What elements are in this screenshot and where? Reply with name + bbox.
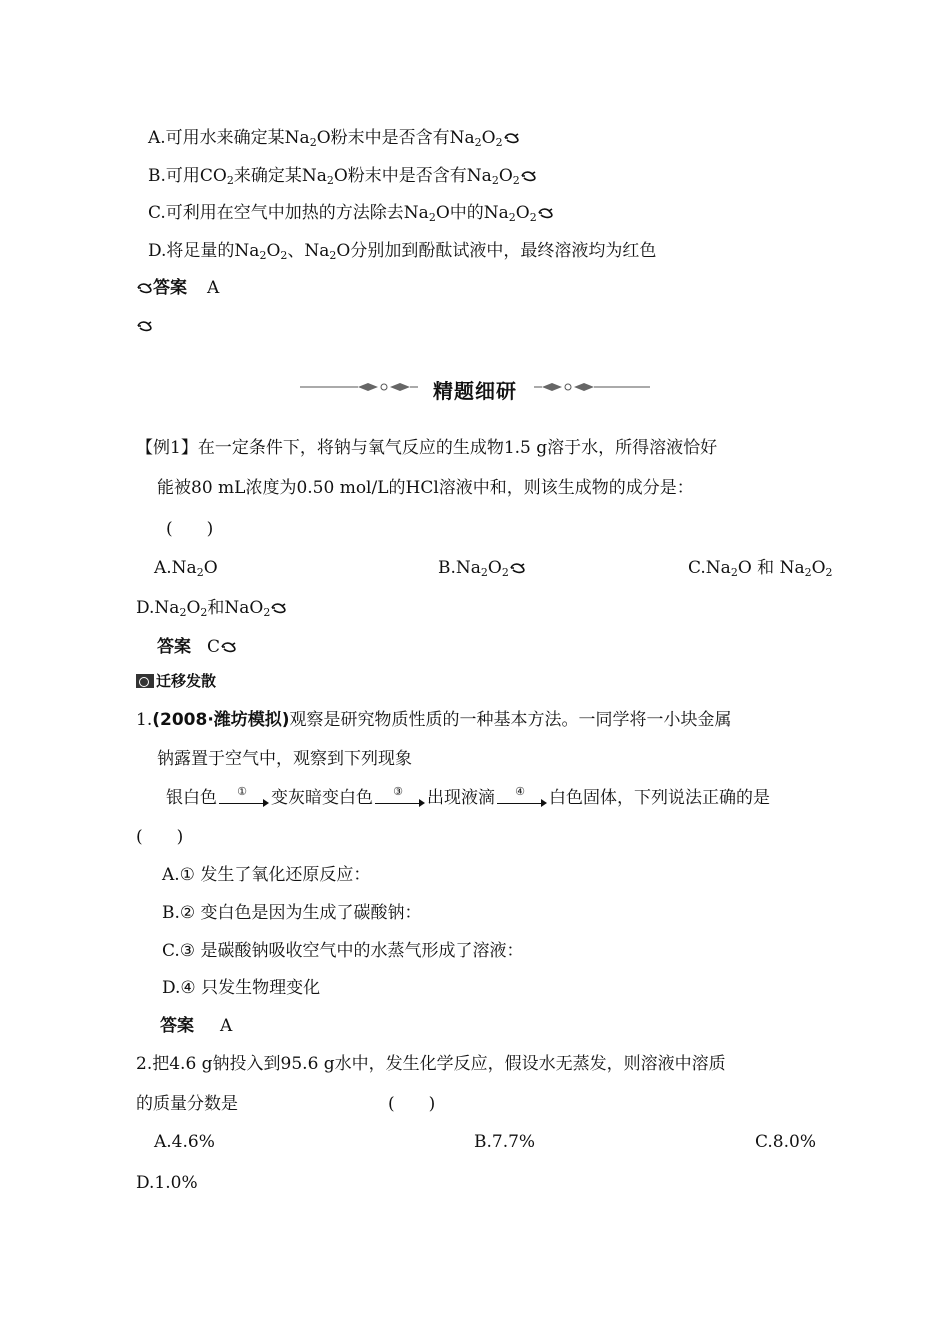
subscript: 2 bbox=[512, 174, 520, 187]
text: 2.把4.6 g钠投入到95.6 g水中，发生化学反应，假设水无蒸发，则溶液中溶质 bbox=[136, 1054, 726, 1074]
text: 和NaO bbox=[207, 598, 264, 618]
text: 变灰暗变白色 bbox=[271, 788, 373, 808]
mouse-mark-icon bbox=[538, 207, 554, 219]
text: O bbox=[203, 558, 218, 578]
subscript: 2 bbox=[329, 249, 337, 262]
step-number: ① bbox=[237, 785, 247, 798]
text: C.8.0% bbox=[755, 1132, 816, 1152]
answer-value: C bbox=[207, 637, 221, 657]
option-a-top bbox=[148, 127, 520, 154]
text: D.1.0% bbox=[136, 1173, 198, 1193]
example1-line1 bbox=[136, 437, 717, 459]
subscript: 2 bbox=[309, 136, 317, 149]
text: O粉末中是否含有Na bbox=[316, 128, 475, 148]
q1-line2 bbox=[157, 748, 412, 770]
example1-line2 bbox=[157, 477, 694, 499]
subscript: 2 bbox=[495, 136, 503, 149]
text: A.Na bbox=[154, 558, 197, 578]
q2-opt-b bbox=[474, 1131, 535, 1153]
q1-answer bbox=[160, 1015, 232, 1037]
subscript: 2 bbox=[200, 606, 208, 619]
text: C.可利用在空气中加热的方法除去Na bbox=[148, 203, 429, 223]
text: 在一定条件下，将钠与氧气反应的生成物1.5 g溶于水，所得溶液恰好 bbox=[197, 438, 718, 458]
text: 来确定某Na bbox=[233, 166, 327, 186]
q2-opt-c bbox=[755, 1131, 816, 1153]
subscript: 2 bbox=[428, 211, 436, 224]
reaction-arrow bbox=[375, 787, 425, 809]
q1-opt-b bbox=[162, 902, 422, 924]
mouse-mark-icon bbox=[521, 170, 537, 182]
example1-opt-a bbox=[154, 557, 218, 584]
mouse-mark-icon bbox=[137, 320, 153, 332]
text: 能被80 mL浓度为0.50 mol/L的HCl溶液中和，则该生成物的成分是： bbox=[157, 478, 694, 498]
text: O 和 Na bbox=[737, 558, 805, 578]
text: O bbox=[266, 241, 281, 261]
text: A.4.6% bbox=[154, 1132, 215, 1152]
reaction-arrow bbox=[497, 787, 547, 809]
subscript: 2 bbox=[501, 566, 509, 579]
answer-value: A bbox=[220, 1016, 233, 1036]
text: A.可用水来确定某Na bbox=[148, 128, 310, 148]
text: 银白色 bbox=[166, 788, 217, 808]
text: 钠露置于空气中，观察到下列现象 bbox=[157, 749, 412, 769]
step-number: ④ bbox=[515, 785, 525, 798]
mouse-mark-icon bbox=[504, 132, 520, 144]
banner-title: 精题细研 bbox=[433, 379, 517, 403]
example-tag: 【例1】 bbox=[136, 438, 198, 458]
answer-paren: ( ) bbox=[166, 519, 214, 539]
text: O粉末中是否含有Na bbox=[333, 166, 492, 186]
q2-line2 bbox=[136, 1093, 435, 1115]
section-banner bbox=[298, 372, 652, 402]
subscript: 2 bbox=[326, 174, 334, 187]
text: B.② 变白色是因为生成了碳酸钠： bbox=[162, 903, 422, 923]
text: A.① 发生了氧化还原反应： bbox=[162, 865, 371, 885]
q2-line1 bbox=[136, 1053, 726, 1075]
text: D.将足量的Na bbox=[148, 241, 260, 261]
q2-opt-d bbox=[136, 1172, 198, 1194]
step-number: ③ bbox=[393, 785, 403, 798]
answer-label: 答案 bbox=[157, 637, 191, 657]
answer-label: 答案 bbox=[153, 278, 187, 298]
text: D.Na bbox=[136, 598, 180, 618]
text: 的质量分数是 bbox=[136, 1094, 238, 1114]
text: O bbox=[515, 203, 530, 223]
example1-paren bbox=[166, 518, 213, 540]
q1-opt-c bbox=[162, 940, 523, 962]
answer-paren: ( ) bbox=[136, 827, 184, 847]
section-icon bbox=[136, 674, 154, 688]
subscript: 2 bbox=[179, 606, 187, 619]
example1-opt-c bbox=[688, 557, 833, 584]
subscript: 2 bbox=[196, 566, 204, 579]
example1-opt-b bbox=[438, 557, 526, 584]
text: O bbox=[811, 558, 826, 578]
subscript: 2 bbox=[263, 606, 271, 619]
question-number: 1. bbox=[136, 710, 153, 730]
text: B.可用CO bbox=[148, 166, 227, 186]
mouse-mark-icon bbox=[221, 641, 237, 653]
text: 出现液滴 bbox=[427, 788, 495, 808]
text: 白色固体，下列说法正确的是 bbox=[549, 788, 770, 808]
answer-value: A bbox=[207, 278, 220, 298]
example1-opt-d bbox=[136, 597, 287, 624]
option-d-top bbox=[148, 240, 656, 267]
q1-line1 bbox=[136, 709, 732, 731]
mouse-mark-icon bbox=[271, 602, 287, 614]
subscript: 2 bbox=[825, 566, 833, 579]
text: O bbox=[186, 598, 201, 618]
text: C.Na bbox=[688, 558, 731, 578]
mouse-mark-icon bbox=[510, 562, 526, 574]
text: 观察是研究物质性质的一种基本方法。一同学将一小块金属 bbox=[289, 710, 732, 730]
subscript: 2 bbox=[529, 211, 537, 224]
subscript: 2 bbox=[480, 566, 488, 579]
subscript: 2 bbox=[508, 211, 516, 224]
text: O bbox=[481, 128, 496, 148]
subscript: 2 bbox=[280, 249, 288, 262]
text: O bbox=[487, 558, 502, 578]
option-b-top bbox=[148, 165, 537, 192]
q1-paren bbox=[136, 826, 183, 848]
q2-opt-a bbox=[154, 1131, 215, 1153]
section-title-text: 迁移发散 bbox=[156, 672, 217, 690]
text: 、Na bbox=[287, 241, 330, 261]
q1-opt-d bbox=[162, 977, 320, 999]
subscript: 2 bbox=[259, 249, 267, 262]
answer-1 bbox=[136, 277, 219, 299]
answer-label: 答案 bbox=[160, 1016, 194, 1036]
text: O分别加到酚酞试液中，最终溶液均为红色 bbox=[336, 241, 657, 261]
text: B.7.7% bbox=[474, 1132, 536, 1152]
q1-opt-a bbox=[162, 864, 370, 886]
mark-line bbox=[136, 315, 153, 337]
subscript: 2 bbox=[804, 566, 812, 579]
option-c-top bbox=[148, 202, 554, 229]
text: B.Na bbox=[438, 558, 481, 578]
subscript: 2 bbox=[226, 174, 234, 187]
subscript: 2 bbox=[491, 174, 499, 187]
q1-chain bbox=[166, 787, 770, 809]
example1-answer bbox=[157, 636, 237, 658]
answer-paren: ( ) bbox=[388, 1094, 436, 1114]
text: C.③ 是碳酸钠吸收空气中的水蒸气形成了溶液： bbox=[162, 941, 524, 961]
subscript: 2 bbox=[474, 136, 482, 149]
question-source: (2008·潍坊模拟) bbox=[152, 710, 290, 730]
section-title bbox=[136, 670, 216, 692]
mouse-mark-icon bbox=[137, 282, 153, 294]
reaction-arrow bbox=[219, 787, 269, 809]
subscript: 2 bbox=[730, 566, 738, 579]
text: O bbox=[498, 166, 513, 186]
text: O中的Na bbox=[435, 203, 509, 223]
text: D.④ 只发生物理变化 bbox=[162, 978, 321, 998]
